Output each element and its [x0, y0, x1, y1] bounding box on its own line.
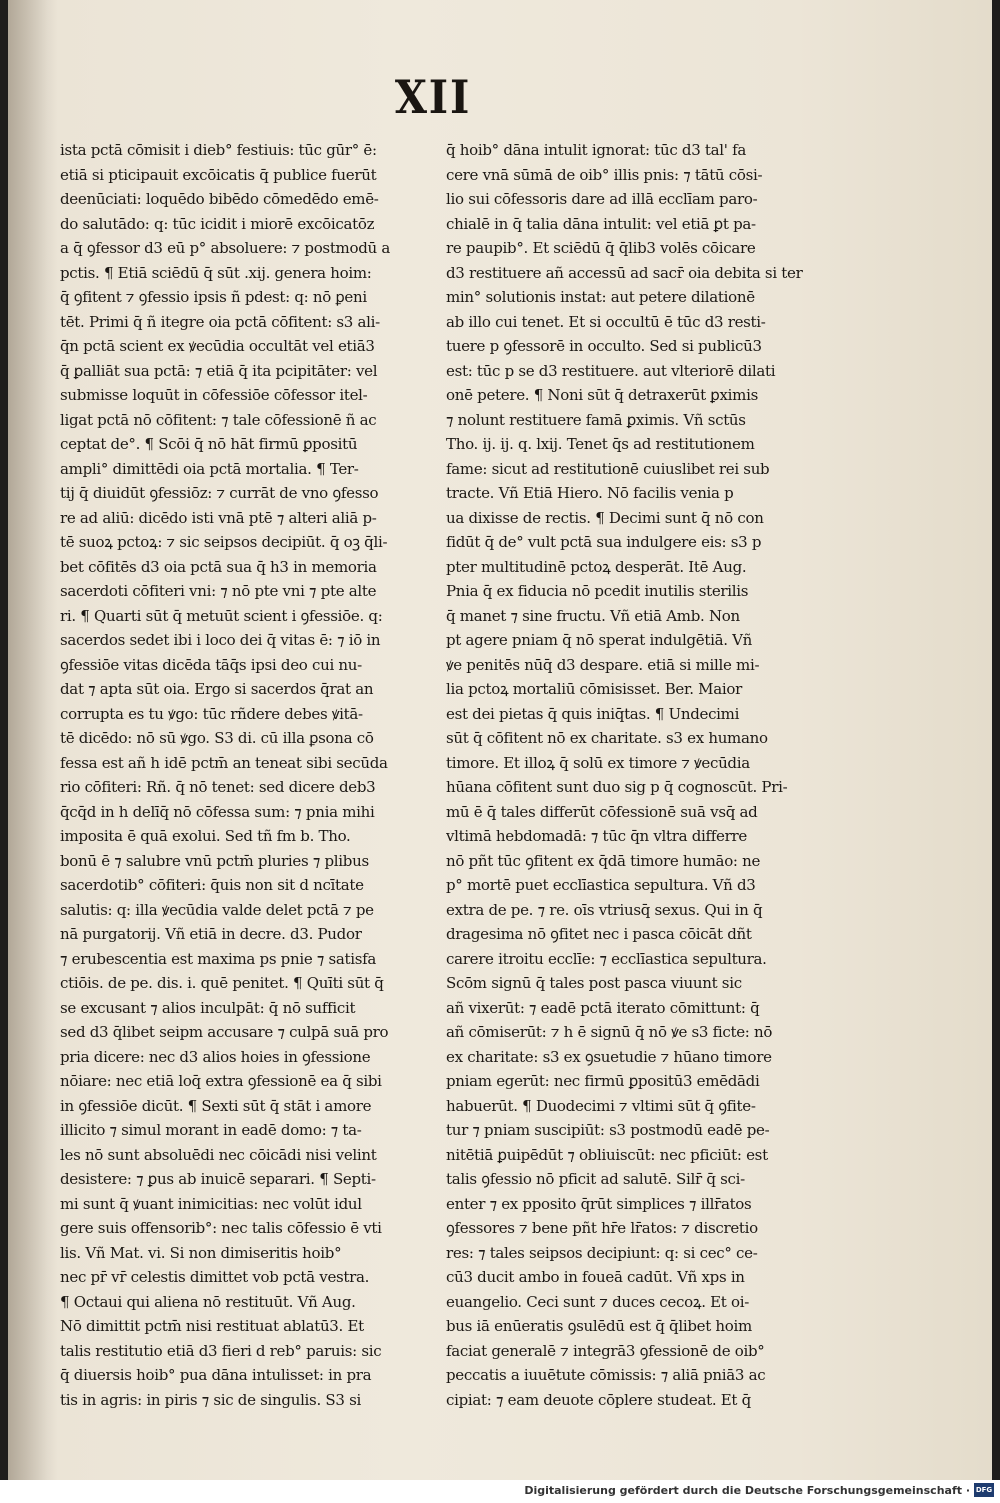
text-line: euangelio. Ceci sunt ⁊ duces cecoꝝ. Et oi- — [446, 1292, 749, 1311]
text-line: cū3 ducit ambo in foueā cadūt. Vñ xps in — [446, 1268, 745, 1286]
text-line: d3 restituere añ accessū ad sacr̄ oia debita si ter — [446, 263, 803, 282]
text-line: cipiat: ⁊ eam deuote cōplere studeat. Et q̄ — [446, 1390, 751, 1409]
text-line: talis restitutio etiā d3 fieri d reb° paruis: sic — [60, 1341, 382, 1360]
text-line: faciat generalē ⁊ integrā3 ꝯfessionē de oib° — [446, 1341, 765, 1360]
text-line: corrupta es tu ꝟgo: tūc rñdere debes ꝟitā- — [60, 704, 363, 723]
text-line: pniam egerūt: nec firmū ꝑpositū3 emēdādi — [446, 1072, 760, 1090]
text-line: nitētiā ꝑuipēdūt ⁊ obliuiscūt: nec pficiūt: est — [446, 1145, 768, 1164]
text-line: onē petere. ¶ Noni sūt q̄ detraxerūt ꝑximis — [446, 386, 759, 404]
text-line: cere vnā sūmā de oib° illis pnis: ⁊ tātū cōsi- — [446, 165, 763, 184]
text-line: ligat pctā nō cōfitent: ⁊ tale cōfessionē ñ ac — [60, 410, 377, 429]
text-line: ab illo cui tenet. Et si occultū ē tūc d3 resti- — [446, 312, 766, 331]
dfg-logo: DFG — [974, 1483, 994, 1497]
text-line: nō pñt tūc ꝯfitent ex q̄dā timore humāo: ne — [446, 851, 761, 870]
text-line: re paupib°. Et sciēdū q̄ q̄lib3 volēs cōicare — [446, 239, 756, 257]
text-line: pctis. ¶ Etiā sciēdū q̄ sūt .xij. genera hoim: — [60, 263, 372, 282]
text-line: res: ⁊ tales seipsos decipiunt: q: si cec° ce- — [446, 1243, 758, 1262]
text-line: chialē in q̄ talia dāna intulit: vel etiā ꝑt pa- — [446, 214, 756, 233]
text-line: tur ⁊ pniam suscipiūt: s3 postmodū eadē pe- — [446, 1121, 770, 1139]
text-line: ceptat de°. ¶ Scōi q̄ nō hāt firmū ꝑpositū — [60, 435, 358, 453]
text-line: talis ꝯfessio nō pficit ad salutē. Silr̄ q̄ sci- — [446, 1170, 745, 1188]
text-line: lia pctoꝝ mortaliū cōmisisset. Ber. Maior — [446, 680, 742, 698]
text-line: nec pr̄ vr̄ celestis dimittet vob pctā vestra. — [60, 1268, 370, 1286]
text-line: sed d3 q̄libet seipm accusare ⁊ culpā suā pro — [60, 1023, 389, 1041]
text-line: se excusant ⁊ alios inculpāt: q̄ nō sufficit — [60, 998, 356, 1017]
text-line: fame: sicut ad restitutionē cuiuslibet rei sub — [446, 459, 770, 478]
text-line: enter ⁊ ex pposito q̄rūt simplices ⁊ illr̄atos — [446, 1194, 752, 1213]
text-line: ua dixisse de rectis. ¶ Decimi sunt q̄ nō con — [446, 508, 764, 527]
gutter-shadow — [8, 0, 58, 1480]
text-line: ri. ¶ Quarti sūt q̄ metuūt scient i ꝯfessiōe. q: — [60, 606, 383, 625]
text-line: rio cōfiteri: Rñ. q̄ nō tenet: sed dicere deb3 — [60, 778, 376, 796]
text-line: sacerdotib° cōfiteri: q̄uis non sit d ncītate — [60, 876, 364, 894]
text-line: q̄cq̄d in h delīq̄ nō cōfessa sum: ⁊ pnia mihi — [60, 802, 375, 821]
text-line: sūt q̄ cōfitent nō ex charitate. s3 ex humano — [446, 729, 768, 747]
text-line: lis. Vñ Mat. vi. Si non dimiseritis hoib° — [60, 1243, 342, 1262]
text-line: re ad aliū: dicēdo isti vnā ptē ⁊ alteri aliā p- — [60, 508, 377, 527]
text-line: p° mortē puet ecclīastica sepultura. Vñ d3 — [446, 876, 756, 894]
text-line: min° solutionis instat: aut petere dilationē — [446, 288, 755, 306]
text-line: tis in agris: in piris ⁊ sic de singulis. S3 si — [60, 1390, 361, 1409]
text-line: carere itroitu ecclīe: ⁊ ecclīastica sepultura. — [446, 949, 767, 968]
text-line: ctiōis. de pe. dis. i. quē penitet. ¶ Quīti sūt q̄ — [60, 974, 384, 992]
text-line: fessa est añ h idē pctm̄ an teneat sibi secūda — [60, 753, 388, 772]
funding-credit: Digitalisierung gefördert durch die Deutsche Forschungsgemeinschaft · — [524, 1484, 970, 1497]
text-line: ampli° dimittēdi oia pctā mortalia. ¶ Ter- — [60, 459, 359, 478]
right-text-column — [446, 138, 824, 1412]
text-line: ꝟe penitēs nūq̄ d3 despare. etiā si mille mi- — [446, 655, 760, 674]
text-line: do salutādo: q: tūc icidit i miorē excōicatōz — [60, 214, 375, 233]
text-line: ꝯfessores ⁊ bene pñt hr̄e lr̄atos: ⁊ discretio — [446, 1219, 758, 1237]
text-line: q̄ diuersis hoib° pua dāna intulisset: in pra — [60, 1366, 372, 1384]
footer-bar — [0, 1480, 1000, 1503]
text-line: tuere p ꝯfessorē in occulto. Sed si publicū3 — [446, 337, 762, 355]
text-line: tēt. Primi q̄ ñ itegre oia pctā cōfitent: s3 ali- — [60, 312, 380, 331]
text-line: sacerdoti cōfiteri vni: ⁊ nō pte vni ⁊ pte alte — [60, 582, 377, 600]
text-line: tē dicēdo: nō sū ꝟgo. S3 di. cū illa ꝑsona cō — [60, 729, 374, 747]
text-line: est dei pietas q̄ quis iniq̄tas. ¶ Undecimi — [446, 704, 740, 723]
text-line: tracte. Vñ Etiā Hiero. Nō facilis venia p — [446, 484, 734, 502]
text-line: Pnia q̄ ex fiducia nō pcedit inutilis sterilis — [446, 582, 749, 600]
text-line: pria dicere: nec d3 alios hoies in ꝯfessione — [60, 1047, 371, 1066]
text-line: a q̄ ꝯfessor d3 eū p° absoluere: ⁊ postmodū a — [60, 239, 390, 257]
text-line: nā purgatorij. Vñ etiā in decre. d3. Pudor — [60, 925, 362, 943]
text-line: tij q̄ diuidūt ꝯfessiōz: ⁊ currāt de vno ꝯfesso — [60, 484, 379, 502]
text-line: q̄ hoib° dāna intulit ignorat: tūc d3 tal' fa — [446, 141, 746, 159]
text-line: q̄ ꝯfitent ⁊ ꝯfessio ipsis ñ pdest: q: nō ꝑeni — [60, 288, 367, 306]
text-line: dragesima nō ꝯfitet nec i pasca cōicāt dñt — [446, 925, 752, 943]
folio-number: XII — [394, 70, 472, 124]
text-line: illicito ⁊ simul morant in eadē domo: ⁊ ta- — [60, 1121, 362, 1139]
text-line: desistere: ⁊ ꝑus ab inuicē separari. ¶ Septi- — [60, 1170, 376, 1188]
text-line: imposita ē quā exolui. Sed tñ fm b. Tho. — [60, 827, 351, 845]
text-line: sacerdos sedet ibi i loco dei q̄ vitas ē: ⁊ iō in — [60, 631, 381, 649]
text-line: deenūciati: loquēdo bibēdo cōmedēdo emē- — [60, 190, 379, 208]
text-line: ista pctā cōmisit i dieb° festiuis: tūc gūr° ē: — [60, 141, 377, 159]
text-line: pt agere pniam q̄ nō sperat indulgētiā. Vñ — [446, 631, 753, 649]
text-line: mi sunt q̄ ꝟuant inimicitias: nec volūt idul — [60, 1194, 362, 1213]
text-line: ⁊ nolunt restituere famā ꝑximis. Vñ sctūs — [446, 410, 746, 429]
text-line: Scōm signū q̄ tales post pasca viuunt sic — [446, 974, 742, 992]
text-line: les nō sunt absoluēdi nec cōicādi nisi velint — [60, 1145, 377, 1164]
text-line: Tho. ij. ij. q. lxij. Tenet q̄s ad restitutionem — [446, 435, 755, 453]
text-line: in ꝯfessiōe dicūt. ¶ Sexti sūt q̄ stāt i amore — [60, 1096, 372, 1115]
text-line: pter multitudinē pctoꝝ desperāt. Itē Aug. — [446, 557, 747, 576]
text-line: gere suis offensorib°: nec talis cōfessio ē vti — [60, 1219, 382, 1237]
text-line: bus iā enūeratis ꝯsulēdū est q̄ q̄libet hoim — [446, 1317, 752, 1335]
text-line: dat ⁊ apta sūt oia. Ergo si sacerdos q̄rat an — [60, 680, 374, 698]
text-line: añ cōmiserūt: ⁊ h ē signū q̄ nō ꝟe s3 ficte: nō — [446, 1023, 773, 1041]
text-line: lio sui cōfessoris dare ad illā ecclīam paro- — [446, 190, 758, 208]
text-line: timore. Et illoꝝ q̄ solū ex timore ⁊ ꝟecūdia — [446, 753, 750, 772]
text-line: ꝯfessiōe vitas dicēda tāq̄s ipsi deo cui nu- — [60, 655, 362, 674]
text-line: hūana cōfitent sunt duo sig p q̄ cognoscūt. Pri- — [446, 778, 788, 796]
text-line: peccatis a iuuētute cōmissis: ⁊ aliā pniā3 ac — [446, 1366, 766, 1384]
text-line: etiā si pticipauit excōicatis q̄ publice fuerūt — [60, 165, 377, 184]
text-line: habuerūt. ¶ Duodecimi ⁊ vltimi sūt q̄ ꝯfite- — [446, 1096, 756, 1115]
text-line: q̄ manet ⁊ sine fructu. Vñ etiā Amb. Non — [446, 606, 740, 625]
text-line: q̄n pctā scient ex ꝟecūdia occultāt vel etiā3 — [60, 337, 375, 355]
text-line: submisse loquūt in cōfessiōe cōfessor itel- — [60, 386, 368, 404]
text-line: añ vixerūt: ⁊ eadē pctā iterato cōmittunt: q̄ — [446, 998, 760, 1017]
text-line: extra de pe. ⁊ re. oīs vtriusq̄ sexus. Qui in q̄ — [446, 900, 763, 919]
text-line: ¶ Octaui qui aliena nō restituūt. Vñ Aug. — [60, 1292, 356, 1311]
text-line: q̄ ꝑalliāt sua pctā: ⁊ etiā q̄ ita pcipitāter: vel — [60, 361, 378, 380]
text-line: bet cōfitēs d3 oia pctā sua q̄ h3 in memoria — [60, 557, 377, 576]
text-line: mū ē q̄ tales differūt cōfessionē suā vsq̄ ad — [446, 802, 758, 821]
text-line: salutis: q: illa ꝟecūdia valde delet pctā ⁊ pe — [60, 900, 374, 919]
text-line: vltimā hebdomadā: ⁊ tūc q̄n vltra differre — [446, 827, 747, 845]
text-line: bonū ē ⁊ salubre vnū pctm̄ pluries ⁊ plibus — [60, 851, 369, 870]
text-line: tē suoꝝ pctoꝝ: ⁊ sic seipsos decipiūt. q̄ oꝫ q̄li- — [60, 533, 388, 551]
text-line: ex charitate: s3 ex ꝯsuetudie ⁊ hūano timore — [446, 1047, 772, 1066]
text-line: Nō dimittit pctm̄ nisi restituat ablatū3. Et — [60, 1317, 364, 1335]
text-line: est: tūc p se d3 restituere. aut vlteriorē dilati — [446, 361, 776, 380]
book-page — [8, 0, 992, 1480]
text-line: fidūt q̄ de° vult pctā sua indulgere eis: s3 p — [446, 533, 762, 551]
text-line: nōiare: nec etiā loq̄ extra ꝯfessionē ea q̄ sibi — [60, 1072, 382, 1090]
text-line: ⁊ erubescentia est maxima ps pnie ⁊ satisfa — [60, 949, 377, 968]
left-text-column — [60, 138, 438, 1412]
